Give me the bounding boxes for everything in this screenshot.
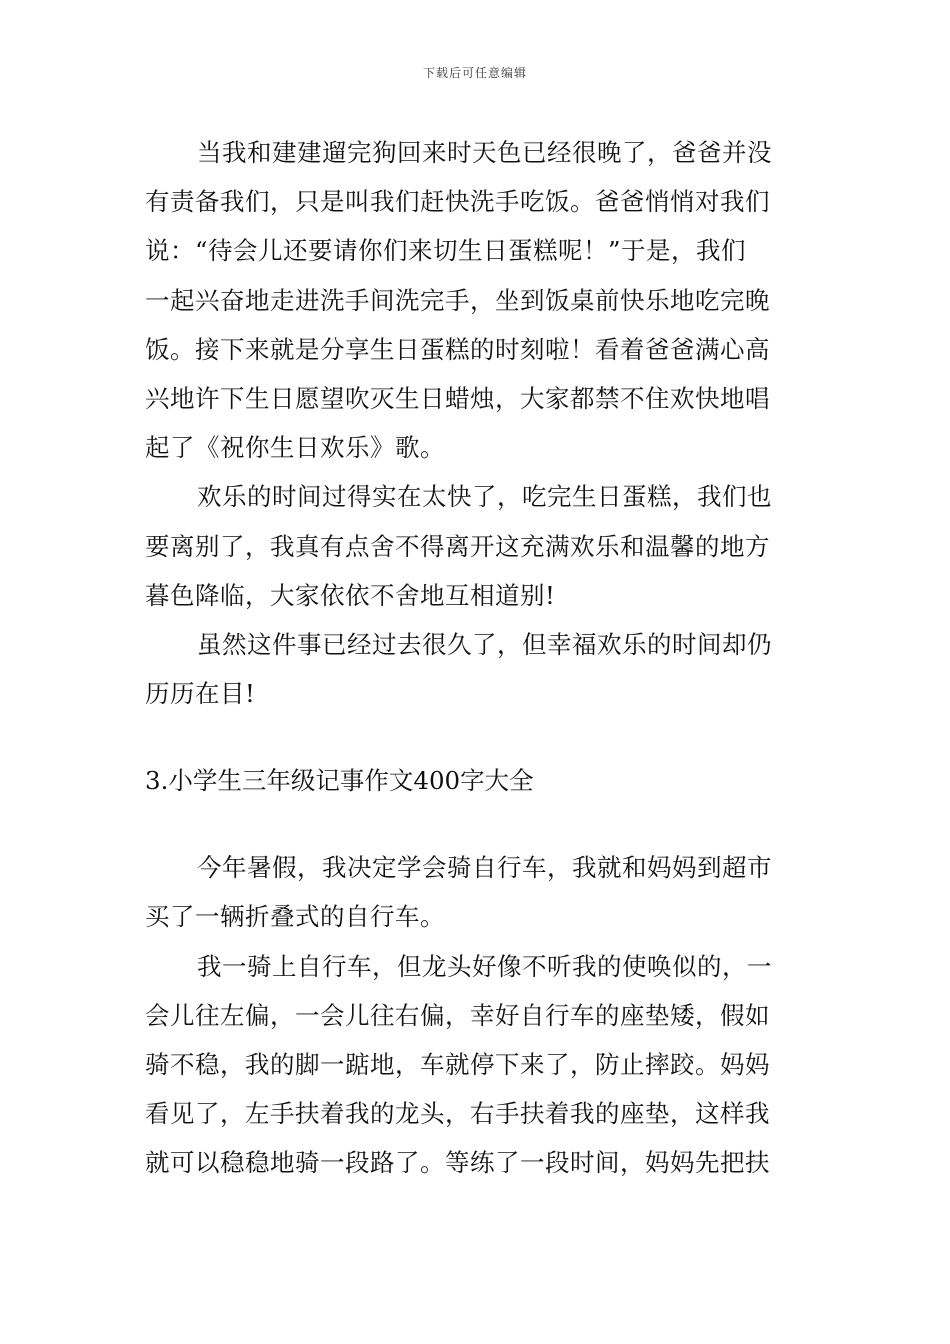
text-line: 历历在目! (145, 679, 256, 709)
text-line: 骑不稳，我的脚一踮地，车就停下来了，防止摔跤。妈妈 (145, 1050, 770, 1079)
text-line: 饭。接下来就是分享生日蛋糕的时刻啦！看着爸爸满心高 (145, 334, 770, 364)
text-line: 虽然这件事已经过去很久了，但幸福欢乐的时间却仍 (197, 629, 772, 659)
text-line: 看见了，左手扶着我的龙头，右手扶着我的座垫，这样我 (145, 1099, 770, 1129)
document-body (145, 128, 805, 1188)
spacer (145, 718, 805, 756)
text-line: 今年暑假，我决定学会骑自行车，我就和妈妈到超市 (197, 853, 772, 883)
text-line: 欢乐的时间过得实在太快了，吃完生日蛋糕，我们也 (197, 482, 772, 512)
paragraph (145, 843, 805, 941)
text-line: 有责备我们，只是叫我们赶快洗手吃饭。爸爸悄悄对我们 (145, 187, 770, 217)
section-title: 3.小学生三年级记事作文400字大全 (145, 766, 534, 796)
text-line: 买了一辆折叠式的自行车。 (145, 902, 445, 932)
text-line: 当我和建建遛完狗回来时天色已经很晚了，爸爸并没 (197, 138, 772, 167)
paragraph (145, 942, 805, 1188)
text-line: 会儿往左偏，一会儿往右偏，幸好自行车的座垫矮，假如 (145, 1000, 770, 1030)
paragraph (145, 472, 805, 620)
text-line: 起了《祝你生日欢乐》歌。 (145, 433, 445, 463)
spacer (145, 805, 805, 843)
paragraph (145, 128, 805, 472)
page-header: 下载后可任意编辑 (422, 66, 527, 80)
text-line: 兴地许下生日愿望吹灭生日蜡烛，大家都禁不住欢快地唱 (145, 383, 770, 413)
text-line: 说：“待会儿还要请你们来切生日蛋糕呢！”于是，我们 (145, 236, 747, 266)
paragraph (145, 620, 805, 718)
text-line: 要离别了，我真有点舍不得离开这充满欢乐和温馨的地方 (145, 531, 770, 561)
text-line: 一起兴奋地走进洗手间洗完手，坐到饭桌前快乐地吃完晚 (145, 285, 770, 315)
text-line: 就可以稳稳地骑一段路了。等练了一段时间，妈妈先把扶 (145, 1148, 770, 1178)
text-line: 暮色降临，大家依依不舍地互相道别! (145, 580, 556, 610)
text-line: 我一骑上自行车，但龙头好像不听我的使唤似的，一 (197, 951, 772, 981)
